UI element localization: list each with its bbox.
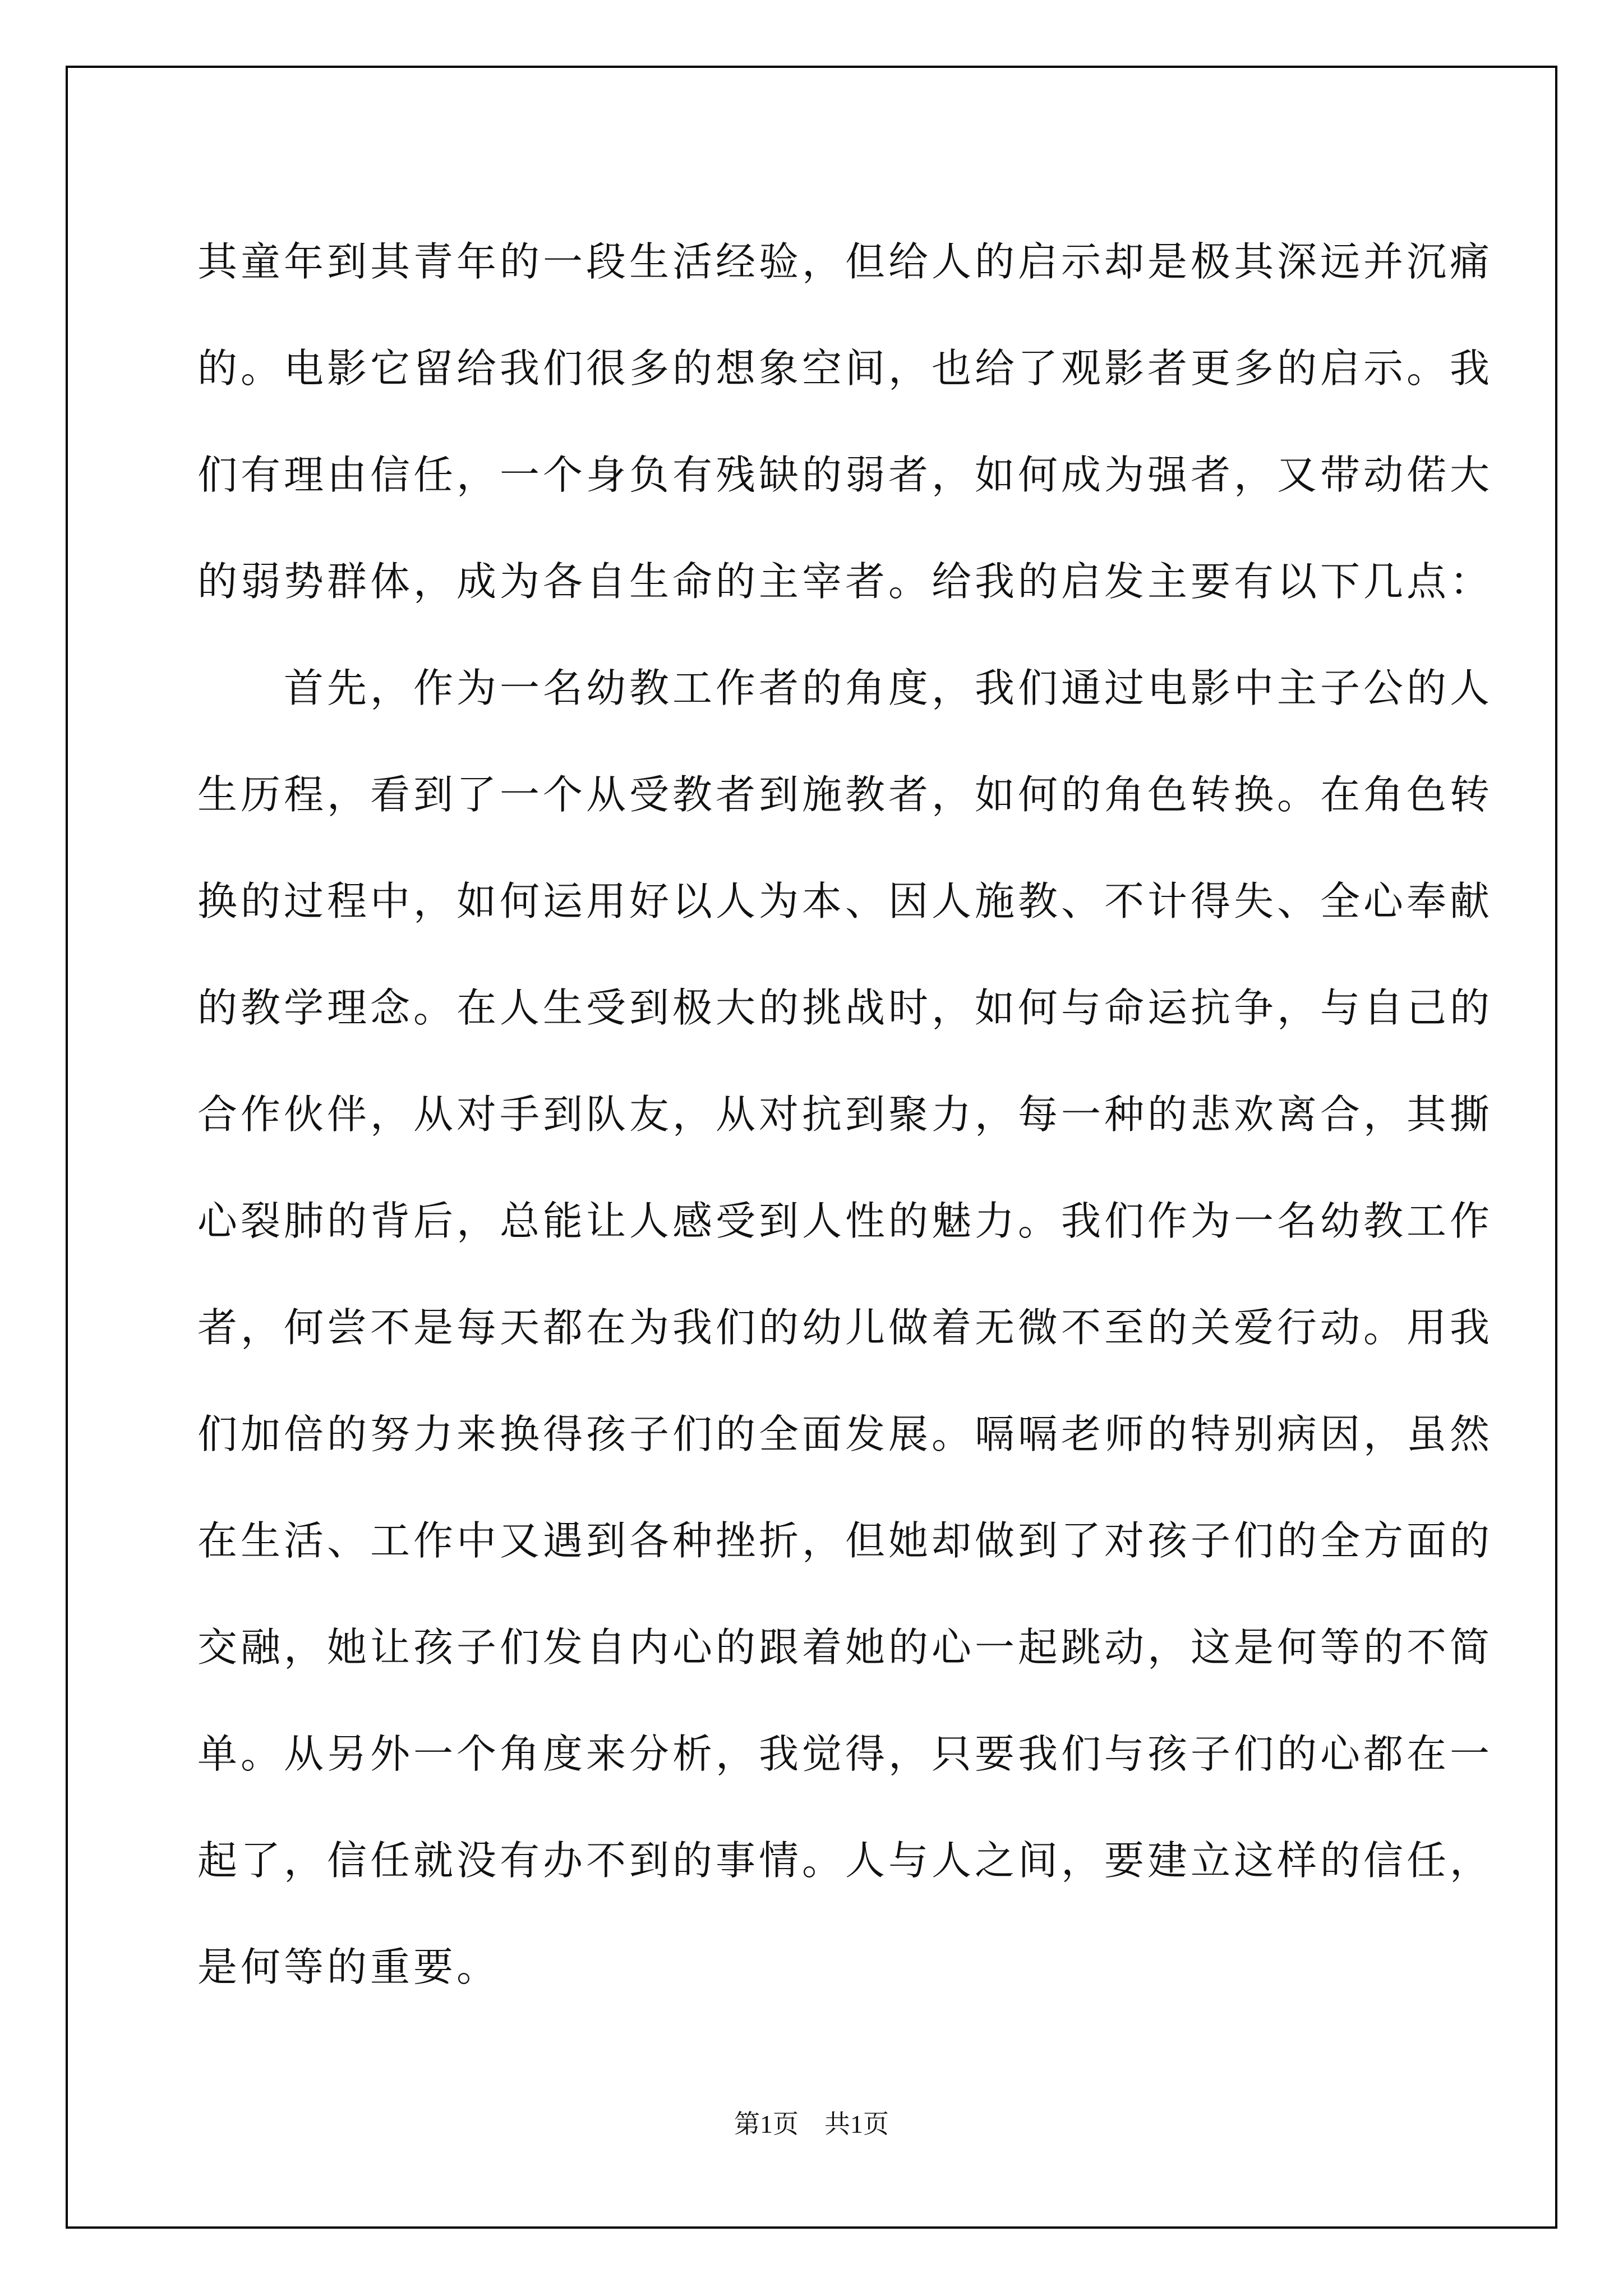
text-line: 交融，她让孩子们发自内心的跟着她的心一起跳动，这是何等的不简 (197, 1624, 1493, 1671)
text-line: 起了，信任就没有办不到的事情。人与人之间，要建立这样的信任， (197, 1837, 1493, 1884)
text-line: 其童年到其青年的一段生活经验，但给人的启示却是极其深远并沉痛 (197, 238, 1493, 285)
text-line: 的。电影它留给我们很多的想象空间，也给了观影者更多的启示。我 (197, 345, 1493, 392)
text-line: 生历程，看到了一个从受教者到施教者，如何的角色转换。在角色转 (197, 771, 1493, 818)
text-line: 心裂肺的背后，总能让人感受到人性的魅力。我们作为一名幼教工作 (197, 1198, 1493, 1244)
document-body (197, 209, 1493, 2021)
text-line: 的弱势群体，成为各自生命的主宰者。给我的启发主要有以下几点： (197, 558, 1493, 605)
text-line: 是何等的重要。 (197, 1944, 500, 1990)
text-line: 换的过程中，如何运用好以人为本、因人施教、不计得失、全心奉献 (197, 878, 1493, 924)
text-line: 们有理由信任，一个身负有残缺的弱者，如何成为强者，又带动偌大 (197, 452, 1493, 498)
text-line: 的教学理念。在人生受到极大的挑战时，如何与命运抗争，与自己的 (197, 984, 1493, 1031)
page-number-footer: 第1页 共1页 (734, 2110, 889, 2138)
text-line: 们加倍的努力来换得孩子们的全面发展。嗝嗝老师的特别病因，虽然 (197, 1411, 1493, 1457)
text-line: 合作伙伴，从对手到队友，从对抗到聚力，每一种的悲欢离合，其撕 (197, 1091, 1493, 1138)
text-line: 单。从另外一个角度来分析，我觉得，只要我们与孩子们的心都在一 (197, 1731, 1493, 1777)
text-line: 在生活、工作中又遇到各种挫折，但她却做到了对孩子们的全方面的 (197, 1517, 1493, 1564)
text-line: 者，何尝不是每天都在为我们的幼儿做着无微不至的关爱行动。用我 (197, 1304, 1493, 1351)
text-line: 首先，作为一名幼教工作者的角度，我们通过电影中主子公的人 (197, 665, 1493, 711)
